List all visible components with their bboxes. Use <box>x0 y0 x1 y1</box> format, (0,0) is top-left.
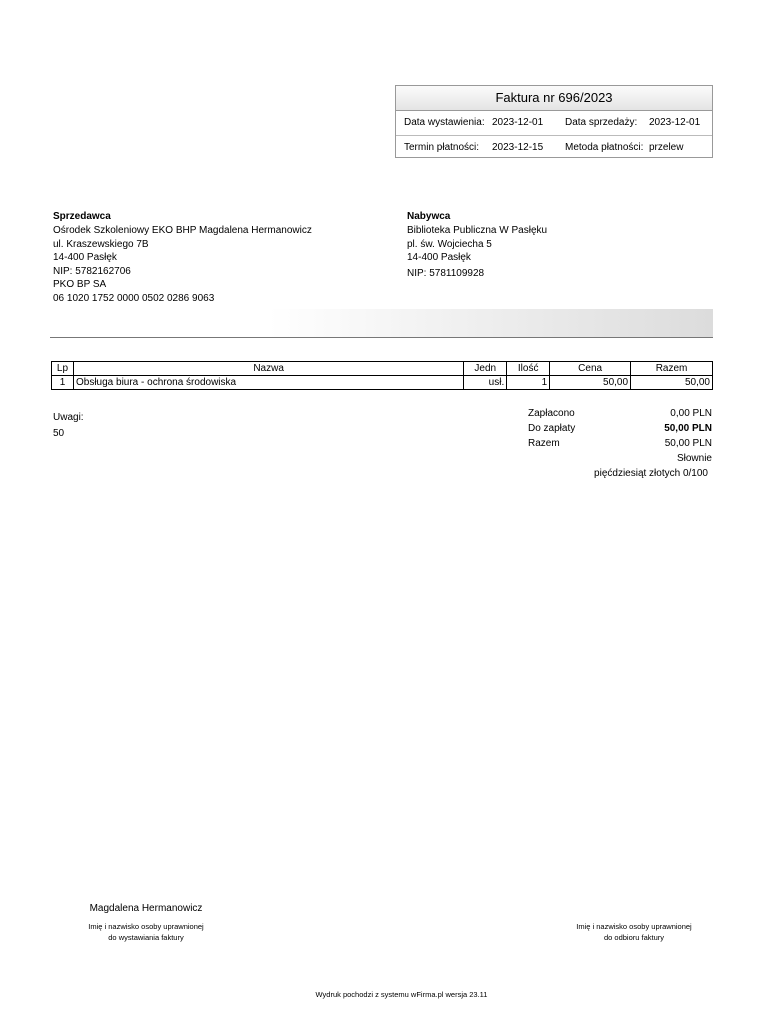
issuer-caption-line-2: do wystawiania faktury <box>108 933 184 942</box>
section-divider <box>50 309 713 338</box>
summary-total-value: 50,00 PLN <box>664 438 712 449</box>
buyer-city: 14-400 Pasłęk <box>407 252 471 263</box>
table-row <box>52 376 713 390</box>
table-header-row <box>52 362 713 376</box>
cell-quantity: 1 <box>507 376 550 390</box>
buyer-name: Biblioteka Publiczna W Pasłęku <box>407 225 548 236</box>
issue-date-value: 2023-12-01 <box>492 117 544 128</box>
due-date-label: Termin płatności: <box>404 142 480 153</box>
issuer-caption-line-1: Imię i nazwisko osoby uprawnionej <box>88 922 204 931</box>
due-date-value: 2023-12-15 <box>492 142 544 153</box>
column-header-price: Cena <box>550 362 631 376</box>
buyer-heading: Nabywca <box>407 211 451 222</box>
seller-bank: PKO BP SA <box>53 279 107 290</box>
summary-total-label: Razem <box>528 438 560 449</box>
buyer-block <box>407 210 707 280</box>
seller-nip: NIP: 5782162706 <box>53 265 131 277</box>
notes-label: Uwagi: <box>53 412 84 423</box>
payment-method-label: Metoda płatności: <box>565 142 644 153</box>
seller-name: Ośrodek Szkoleniowy EKO BHP Magdalena Hermanowicz <box>53 225 312 236</box>
footer-note: Wydruk pochodzi z systemu wFirma.pl wersja 23.11 <box>315 990 488 999</box>
invoice-dates-row <box>396 111 712 135</box>
summary-paid-value: 0,00 PLN <box>670 408 712 419</box>
cell-total: 50,00 <box>631 376 713 390</box>
receiver-caption <box>554 921 714 943</box>
column-header-unit: Jedn <box>464 362 507 376</box>
notes-block <box>53 410 84 442</box>
summary-paid-label: Zapłacono <box>528 408 575 419</box>
seller-street: ul. Kraszewskiego 7B <box>53 238 149 250</box>
buyer-street: pl. św. Wojciecha 5 <box>407 238 492 250</box>
seller-block <box>53 210 383 305</box>
issuer-name: Magdalena Hermanowicz <box>89 903 203 914</box>
summary-words-label: Słownie <box>676 453 712 464</box>
column-header-name: Nazwa <box>73 362 463 376</box>
issuer-caption <box>66 921 226 943</box>
invoice-title: Faktura nr 696/2023 <box>396 86 712 111</box>
items-table <box>51 361 713 390</box>
issue-date-label: Data wystawienia: <box>404 117 485 128</box>
column-header-lp: Lp <box>52 362 74 376</box>
invoice-header-box <box>395 85 713 158</box>
summary-due-value: 50,00 PLN <box>664 423 712 434</box>
cell-lp: 1 <box>52 376 74 390</box>
sale-date-label: Data sprzedaży: <box>565 117 638 128</box>
column-header-quantity: Ilość <box>507 362 550 376</box>
summary-words-value: pięćdziesiąt złotych 0/100 <box>594 468 708 479</box>
cell-name: Obsługa biura - ochrona środowiska <box>73 376 463 390</box>
summary-due-label: Do zapłaty <box>528 423 576 434</box>
seller-heading: Sprzedawca <box>53 211 111 222</box>
column-header-total: Razem <box>631 362 713 376</box>
notes-value: 50 <box>53 428 65 439</box>
receiver-caption-line-1: Imię i nazwisko osoby uprawnionej <box>576 922 692 931</box>
receiver-caption-line-2: do odbioru faktury <box>603 933 665 942</box>
seller-account: 06 1020 1752 0000 0502 0286 9063 <box>53 292 215 304</box>
sale-date-value: 2023-12-01 <box>649 117 701 128</box>
invoice-payment-row <box>396 135 712 160</box>
payment-method-value: przelew <box>649 142 684 153</box>
cell-price: 50,00 <box>550 376 631 390</box>
cell-unit: usł. <box>464 376 507 390</box>
buyer-nip: NIP: 5781109928 <box>407 267 485 279</box>
seller-city: 14-400 Pasłęk <box>53 252 117 263</box>
